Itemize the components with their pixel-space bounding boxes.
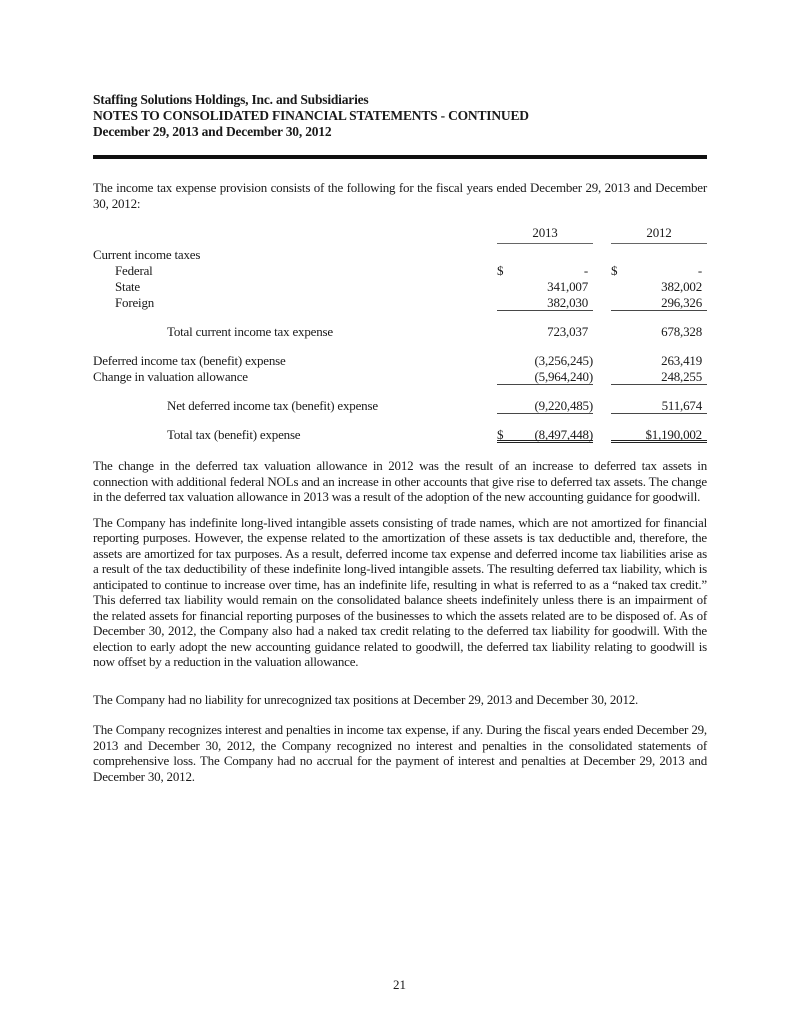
- amount-2013: 382,030: [547, 295, 588, 310]
- amount-2012: -: [697, 263, 702, 278]
- header-rule: [93, 155, 707, 159]
- currency-symbol: $: [497, 427, 504, 442]
- unrecognized-positions-paragraph: The Company had no liability for unrecognized tax positions at December 29, 2013 and December 30, 2012.: [93, 691, 639, 707]
- row-label: Total current income tax expense: [167, 324, 333, 339]
- table-spacer: [93, 340, 707, 353]
- value-2013: [497, 353, 593, 369]
- reporting-period: December 29, 2013 and December 30, 2012: [93, 124, 332, 139]
- value-2012: [611, 353, 707, 369]
- document-title: NOTES TO CONSOLIDATED FINANCIAL STATEMENTS - CONTINUED: [93, 108, 529, 123]
- value-2013: [497, 398, 593, 414]
- amount-2012: 382,002: [661, 279, 702, 294]
- row-label: Current income taxes: [93, 247, 201, 262]
- row-label: State: [115, 279, 140, 294]
- amount-2013: (5,964,240): [534, 369, 593, 384]
- value-2013: [497, 247, 593, 263]
- amount-2013: (3,256,245): [534, 353, 593, 368]
- table-row-foreign: [93, 295, 707, 311]
- value-2012: [611, 279, 707, 295]
- value-2012: [611, 263, 707, 279]
- table-spacer: [93, 311, 707, 324]
- valuation-allowance-paragraph: The change in the deferred tax valuation allowance in 2012 was the result of an increase to deferred tax assets in connection with additional federal NOLs and an increase in other accounts that give rise to deferred tax assets. The change in the deferred tax valuation allowance in 2013 was a result of the adoption of the new accounting guidance for goodwill.: [93, 458, 707, 504]
- amount-2012: 263,419: [661, 353, 702, 368]
- row-label: Federal: [115, 263, 153, 278]
- table-column-headers: [93, 225, 707, 244]
- amount-2012: 296,326: [661, 295, 702, 310]
- row-label: Change in valuation allowance: [93, 369, 248, 384]
- row-label: Total tax (benefit) expense: [167, 427, 301, 442]
- value-2013: [497, 279, 593, 295]
- value-2013: [497, 263, 593, 279]
- amount-2012: 511,674: [661, 398, 702, 413]
- income-tax-table: [93, 225, 707, 443]
- table-row-valuation-allowance: [93, 369, 707, 385]
- amount-2013: (9,220,485): [534, 398, 593, 413]
- table-row-net-deferred: [93, 398, 707, 414]
- value-2012: [611, 324, 707, 340]
- currency-symbol: $: [611, 263, 618, 278]
- value-2012: [611, 247, 707, 263]
- value-2013: [497, 295, 593, 311]
- amount-2012: $1,190,002: [645, 427, 702, 442]
- table-spacer: [93, 414, 707, 427]
- table-row-federal: [93, 263, 707, 279]
- row-label: Foreign: [115, 295, 155, 310]
- currency-symbol: $: [497, 263, 504, 278]
- table-row-total-current: [93, 324, 707, 340]
- table-row-state: [93, 279, 707, 295]
- column-header-2012: 2012: [611, 225, 707, 244]
- value-2012: [611, 398, 707, 414]
- value-2012: [611, 295, 707, 311]
- amount-2012: 248,255: [661, 369, 702, 384]
- amount-2013: 341,007: [547, 279, 588, 294]
- value-2013: [497, 324, 593, 340]
- amount-2012: 678,328: [661, 324, 702, 339]
- value-2012: [611, 369, 707, 385]
- intangible-assets-paragraph: The Company has indefinite long-lived intangible assets consisting of trade names, which are not amortized for financial reporting purposes. However, the expense related to the amortization of these assets is tax deductible and, therefore, the assets are amortized for tax purposes. As a result, deferred income tax expense and deferred income tax liabilities arise as a result of the tax deductibility of these indefinite long-lived intangible assets. The resulting deferred tax liability, which is anticipated to continue to increase over time, has an indefinite life, resulting in what is referred to as a “naked tax credit.” This deferred tax liability would remain on the consolidated balance sheets indefinitely unless there is an impairment of the related assets for financial reporting purposes of the businesses to which the assets related are to be disposed of. As of December 30, 2012, the Company also had a naked tax credit relating to the deferred tax liability for goodwill. With the election to early adopt the new accounting guidance related to goodwill, the deferred tax liability relating to goodwill is now offset by a reduction in the valuation allowance.: [93, 514, 707, 669]
- row-label: Net deferred income tax (benefit) expense: [167, 398, 378, 413]
- row-label: Deferred income tax (benefit) expense: [93, 353, 286, 368]
- table-row-deferred-expense: [93, 353, 707, 369]
- amount-2013: (8,497,448): [534, 427, 593, 442]
- table-row-total-tax: [93, 427, 707, 443]
- document-header: [93, 92, 707, 140]
- company-name: Staffing Solutions Holdings, Inc. and Subsidiaries: [93, 92, 369, 107]
- header-spacer: [93, 225, 479, 244]
- value-2013: [497, 427, 593, 443]
- amount-2013: -: [583, 263, 588, 278]
- column-header-2013: 2013: [497, 225, 593, 244]
- table-row-current-income-taxes: [93, 247, 707, 263]
- intro-paragraph: The income tax expense provision consists of the following for the fiscal years ended December 29, 2013 and December 30, 2012:: [93, 180, 707, 211]
- page-number: 21: [393, 977, 406, 992]
- value-2012: [611, 427, 707, 443]
- table-spacer: [93, 385, 707, 398]
- interest-penalties-paragraph: The Company recognizes interest and penalties in income tax expense, if any. During the fiscal years ended December 29, 2013 and December 30, 2012, the Company recognized no interest and penalties in the consolidated statements of comprehensive loss. The Company had no accrual for the payment of interest and penalties at December 29, 2013 and December 30, 2012.: [93, 722, 707, 784]
- amount-2013: 723,037: [547, 324, 588, 339]
- value-2013: [497, 369, 593, 385]
